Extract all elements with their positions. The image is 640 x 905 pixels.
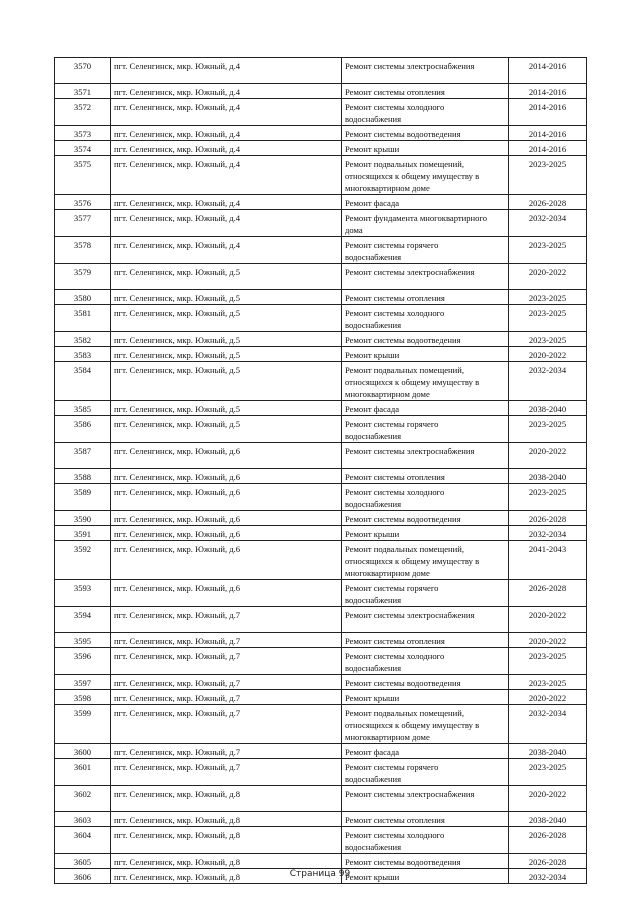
row-work-type <box>342 141 509 156</box>
row-work-type <box>342 401 509 416</box>
row-address: пгт. Селенгинск, мкр. Южный, д.5 <box>111 347 342 362</box>
row-address: пгт. Селенгинск, мкр. Южный, д.8 <box>111 827 342 854</box>
row-number: 3602 <box>55 786 111 812</box>
row-work-type <box>342 362 509 401</box>
work-line: Ремонт системы водоотведения <box>345 335 461 345</box>
table-row <box>55 484 587 511</box>
work-line: Ремонт системы электроснабжения <box>345 446 475 456</box>
row-number: 3604 <box>55 827 111 854</box>
work-line: водоснабжения <box>345 663 402 673</box>
row-period: 2020-2022 <box>509 786 587 812</box>
work-line: Ремонт подвальных помещений, <box>345 544 464 554</box>
table-row <box>55 237 587 264</box>
table-row <box>55 156 587 195</box>
work-line: Ремонт системы водоотведения <box>345 857 461 867</box>
work-line: Ремонт системы отопления <box>345 815 445 825</box>
work-line: Ремонт системы холодного <box>345 651 445 661</box>
table-row <box>55 827 587 854</box>
table-row <box>55 58 587 84</box>
row-work-type <box>342 705 509 744</box>
table-row <box>55 705 587 744</box>
row-address: пгт. Селенгинск, мкр. Южный, д.6 <box>111 526 342 541</box>
row-period: 2014-2016 <box>509 126 587 141</box>
row-address: пгт. Селенгинск, мкр. Южный, д.4 <box>111 195 342 210</box>
work-line: Ремонт системы холодного <box>345 102 445 112</box>
row-period: 2032-2034 <box>509 210 587 237</box>
work-line: Ремонт подвальных помещений, <box>345 708 464 718</box>
work-line: относящихся к общему имуществу в <box>345 171 480 181</box>
row-period: 2023-2025 <box>509 416 587 443</box>
row-number: 3572 <box>55 99 111 126</box>
row-work-type <box>342 744 509 759</box>
work-line: Ремонт подвальных помещений, <box>345 365 464 375</box>
row-work-type <box>342 443 509 469</box>
row-period: 2026-2028 <box>509 854 587 869</box>
row-period: 2023-2025 <box>509 305 587 332</box>
row-address: пгт. Селенгинск, мкр. Южный, д.7 <box>111 648 342 675</box>
table-row <box>55 812 587 827</box>
row-number: 3586 <box>55 416 111 443</box>
row-period: 2032-2034 <box>509 362 587 401</box>
row-period: 2032-2034 <box>509 705 587 744</box>
row-number: 3590 <box>55 511 111 526</box>
row-address: пгт. Селенгинск, мкр. Южный, д.4 <box>111 126 342 141</box>
row-number: 3595 <box>55 633 111 648</box>
row-work-type <box>342 511 509 526</box>
work-line: водоснабжения <box>345 774 402 784</box>
row-number: 3600 <box>55 744 111 759</box>
row-work-type <box>342 237 509 264</box>
row-number: 3599 <box>55 705 111 744</box>
row-number: 3587 <box>55 443 111 469</box>
row-work-type <box>342 786 509 812</box>
row-number: 3594 <box>55 607 111 633</box>
table-row <box>55 264 587 290</box>
row-number: 3570 <box>55 58 111 84</box>
table-row <box>55 786 587 812</box>
row-number: 3577 <box>55 210 111 237</box>
table-row <box>55 141 587 156</box>
row-period: 2014-2016 <box>509 84 587 99</box>
row-period: 2026-2028 <box>509 580 587 607</box>
row-address: пгт. Селенгинск, мкр. Южный, д.4 <box>111 84 342 99</box>
work-line: водоснабжения <box>345 431 402 441</box>
row-period: 2041-2043 <box>509 541 587 580</box>
row-number: 3591 <box>55 526 111 541</box>
row-number: 3581 <box>55 305 111 332</box>
work-line: водоснабжения <box>345 499 402 509</box>
work-line: Ремонт фасада <box>345 747 400 757</box>
work-line: многоквартирном доме <box>345 389 430 399</box>
row-period: 2023-2025 <box>509 237 587 264</box>
row-address: пгт. Селенгинск, мкр. Южный, д.5 <box>111 416 342 443</box>
work-line: Ремонт системы отопления <box>345 87 445 97</box>
row-number: 3605 <box>55 854 111 869</box>
row-work-type <box>342 305 509 332</box>
work-line: Ремонт системы холодного <box>345 487 445 497</box>
row-number: 3597 <box>55 675 111 690</box>
row-work-type <box>342 633 509 648</box>
work-line: многоквартирном доме <box>345 183 430 193</box>
table-row <box>55 607 587 633</box>
row-address: пгт. Селенгинск, мкр. Южный, д.7 <box>111 744 342 759</box>
work-line: Ремонт крыши <box>345 144 400 154</box>
row-work-type <box>342 648 509 675</box>
table-row <box>55 633 587 648</box>
row-period: 2023-2025 <box>509 156 587 195</box>
row-period: 2020-2022 <box>509 690 587 705</box>
row-work-type <box>342 290 509 305</box>
row-period: 2014-2016 <box>509 58 587 84</box>
work-line: Ремонт фасада <box>345 404 400 414</box>
row-work-type <box>342 541 509 580</box>
row-address: пгт. Селенгинск, мкр. Южный, д.7 <box>111 607 342 633</box>
row-number: 3574 <box>55 141 111 156</box>
work-line: Ремонт крыши <box>345 350 400 360</box>
work-line: Ремонт крыши <box>345 529 400 539</box>
row-work-type <box>342 332 509 347</box>
row-work-type <box>342 99 509 126</box>
row-address: пгт. Селенгинск, мкр. Южный, д.6 <box>111 484 342 511</box>
row-work-type <box>342 526 509 541</box>
row-work-type <box>342 675 509 690</box>
work-line: Ремонт крыши <box>345 693 400 703</box>
work-line: водоснабжения <box>345 252 402 262</box>
work-line: Ремонт системы холодного <box>345 830 445 840</box>
work-line: Ремонт системы электроснабжения <box>345 61 475 71</box>
table-row <box>55 854 587 869</box>
work-line: относящихся к общему имуществу в <box>345 720 480 730</box>
row-address: пгт. Селенгинск, мкр. Южный, д.5 <box>111 264 342 290</box>
table-row <box>55 690 587 705</box>
row-period: 2038-2040 <box>509 812 587 827</box>
row-address: пгт. Селенгинск, мкр. Южный, д.8 <box>111 869 342 884</box>
row-work-type <box>342 827 509 854</box>
row-period: 2023-2025 <box>509 675 587 690</box>
row-period: 2038-2040 <box>509 469 587 484</box>
row-address: пгт. Селенгинск, мкр. Южный, д.8 <box>111 786 342 812</box>
table-row <box>55 541 587 580</box>
row-address: пгт. Селенгинск, мкр. Южный, д.6 <box>111 511 342 526</box>
row-address: пгт. Селенгинск, мкр. Южный, д.4 <box>111 141 342 156</box>
table-row <box>55 526 587 541</box>
row-period: 2020-2022 <box>509 347 587 362</box>
row-period: 2020-2022 <box>509 443 587 469</box>
row-address: пгт. Селенгинск, мкр. Южный, д.5 <box>111 332 342 347</box>
repair-schedule-table <box>54 57 587 884</box>
row-address: пгт. Селенгинск, мкр. Южный, д.5 <box>111 290 342 305</box>
work-line: Ремонт системы водоотведения <box>345 129 461 139</box>
work-line: дома <box>345 225 363 235</box>
table-row <box>55 210 587 237</box>
table-row <box>55 759 587 786</box>
work-line: Ремонт системы горячего <box>345 762 439 772</box>
work-line: Ремонт системы водоотведения <box>345 678 461 688</box>
table-row <box>55 443 587 469</box>
row-number: 3573 <box>55 126 111 141</box>
table-row <box>55 362 587 401</box>
row-address: пгт. Селенгинск, мкр. Южный, д.6 <box>111 469 342 484</box>
row-work-type <box>342 195 509 210</box>
work-line: Ремонт системы горячего <box>345 240 439 250</box>
row-period: 2023-2025 <box>509 484 587 511</box>
row-period: 2020-2022 <box>509 633 587 648</box>
row-work-type <box>342 469 509 484</box>
row-address: пгт. Селенгинск, мкр. Южный, д.7 <box>111 705 342 744</box>
work-line: водоснабжения <box>345 842 402 852</box>
work-line: водоснабжения <box>345 595 402 605</box>
table-row <box>55 195 587 210</box>
row-work-type <box>342 58 509 84</box>
table-row <box>55 99 587 126</box>
row-period: 2026-2028 <box>509 511 587 526</box>
row-address: пгт. Селенгинск, мкр. Южный, д.4 <box>111 99 342 126</box>
row-work-type <box>342 156 509 195</box>
row-number: 3585 <box>55 401 111 416</box>
table-row <box>55 126 587 141</box>
row-number: 3579 <box>55 264 111 290</box>
row-address: пгт. Селенгинск, мкр. Южный, д.6 <box>111 541 342 580</box>
row-address: пгт. Селенгинск, мкр. Южный, д.6 <box>111 443 342 469</box>
row-number: 3592 <box>55 541 111 580</box>
row-period: 2038-2040 <box>509 744 587 759</box>
work-line: Ремонт системы отопления <box>345 636 445 646</box>
work-line: Ремонт системы электроснабжения <box>345 610 475 620</box>
row-address: пгт. Селенгинск, мкр. Южный, д.4 <box>111 58 342 84</box>
work-line: Ремонт крыши <box>345 872 400 882</box>
row-period: 2020-2022 <box>509 607 587 633</box>
row-address: пгт. Селенгинск, мкр. Южный, д.4 <box>111 237 342 264</box>
row-number: 3582 <box>55 332 111 347</box>
row-period: 2023-2025 <box>509 290 587 305</box>
work-line: Ремонт фундамента многоквартирного <box>345 213 488 223</box>
work-line: Ремонт подвальных помещений, <box>345 159 464 169</box>
row-address: пгт. Селенгинск, мкр. Южный, д.5 <box>111 362 342 401</box>
row-period: 2014-2016 <box>509 141 587 156</box>
table-row <box>55 401 587 416</box>
row-period: 2023-2025 <box>509 759 587 786</box>
row-work-type <box>342 690 509 705</box>
row-period: 2023-2025 <box>509 648 587 675</box>
row-work-type <box>342 264 509 290</box>
row-number: 3606 <box>55 869 111 884</box>
table-row <box>55 290 587 305</box>
row-period: 2038-2040 <box>509 401 587 416</box>
row-number: 3575 <box>55 156 111 195</box>
row-number: 3580 <box>55 290 111 305</box>
row-address: пгт. Селенгинск, мкр. Южный, д.4 <box>111 156 342 195</box>
work-line: многоквартирном доме <box>345 732 430 742</box>
row-work-type <box>342 812 509 827</box>
row-work-type <box>342 580 509 607</box>
row-address: пгт. Селенгинск, мкр. Южный, д.6 <box>111 580 342 607</box>
work-line: Ремонт фасада <box>345 198 400 208</box>
row-period: 2026-2028 <box>509 195 587 210</box>
row-work-type <box>342 854 509 869</box>
row-period: 2023-2025 <box>509 332 587 347</box>
row-number: 3583 <box>55 347 111 362</box>
table-row <box>55 580 587 607</box>
row-period: 2020-2022 <box>509 264 587 290</box>
row-address: пгт. Селенгинск, мкр. Южный, д.5 <box>111 305 342 332</box>
table-row <box>55 347 587 362</box>
row-period: 2032-2034 <box>509 869 587 884</box>
row-work-type <box>342 484 509 511</box>
row-address: пгт. Селенгинск, мкр. Южный, д.8 <box>111 854 342 869</box>
row-address: пгт. Селенгинск, мкр. Южный, д.7 <box>111 690 342 705</box>
work-line: Ремонт системы водоотведения <box>345 514 461 524</box>
table-row <box>55 648 587 675</box>
row-work-type <box>342 126 509 141</box>
row-work-type <box>342 347 509 362</box>
page-number: Страница 99 <box>289 869 351 879</box>
table-row <box>55 416 587 443</box>
row-number: 3588 <box>55 469 111 484</box>
row-work-type <box>342 210 509 237</box>
row-address: пгт. Селенгинск, мкр. Южный, д.8 <box>111 812 342 827</box>
table-row <box>55 469 587 484</box>
row-address: пгт. Селенгинск, мкр. Южный, д.5 <box>111 401 342 416</box>
table-row <box>55 332 587 347</box>
work-line: водоснабжения <box>345 114 402 124</box>
row-work-type <box>342 607 509 633</box>
table-row <box>55 675 587 690</box>
table-row <box>55 305 587 332</box>
work-line: относящихся к общему имуществу в <box>345 377 480 387</box>
work-line: Ремонт системы электроснабжения <box>345 267 475 277</box>
row-number: 3596 <box>55 648 111 675</box>
row-period: 2026-2028 <box>509 827 587 854</box>
work-line: относящихся к общему имуществу в <box>345 556 480 566</box>
row-number: 3589 <box>55 484 111 511</box>
row-work-type <box>342 84 509 99</box>
row-number: 3571 <box>55 84 111 99</box>
row-work-type <box>342 416 509 443</box>
row-number: 3578 <box>55 237 111 264</box>
work-line: многоквартирном доме <box>345 568 430 578</box>
row-number: 3601 <box>55 759 111 786</box>
work-line: Ремонт системы отопления <box>345 472 445 482</box>
row-address: пгт. Селенгинск, мкр. Южный, д.4 <box>111 210 342 237</box>
row-address: пгт. Селенгинск, мкр. Южный, д.7 <box>111 633 342 648</box>
row-number: 3576 <box>55 195 111 210</box>
work-line: Ремонт системы электроснабжения <box>345 789 475 799</box>
row-address: пгт. Селенгинск, мкр. Южный, д.7 <box>111 675 342 690</box>
work-line: Ремонт системы холодного <box>345 308 445 318</box>
row-work-type <box>342 759 509 786</box>
table-body <box>55 58 587 884</box>
row-number: 3598 <box>55 690 111 705</box>
row-address: пгт. Селенгинск, мкр. Южный, д.7 <box>111 759 342 786</box>
row-period: 2032-2034 <box>509 526 587 541</box>
work-line: Ремонт системы отопления <box>345 293 445 303</box>
row-number: 3584 <box>55 362 111 401</box>
work-line: Ремонт системы горячего <box>345 583 439 593</box>
row-number: 3603 <box>55 812 111 827</box>
work-line: Ремонт системы горячего <box>345 419 439 429</box>
table-row <box>55 744 587 759</box>
table-row <box>55 511 587 526</box>
row-number: 3593 <box>55 580 111 607</box>
table-row <box>55 84 587 99</box>
row-period: 2014-2016 <box>509 99 587 126</box>
work-line: водоснабжения <box>345 320 402 330</box>
